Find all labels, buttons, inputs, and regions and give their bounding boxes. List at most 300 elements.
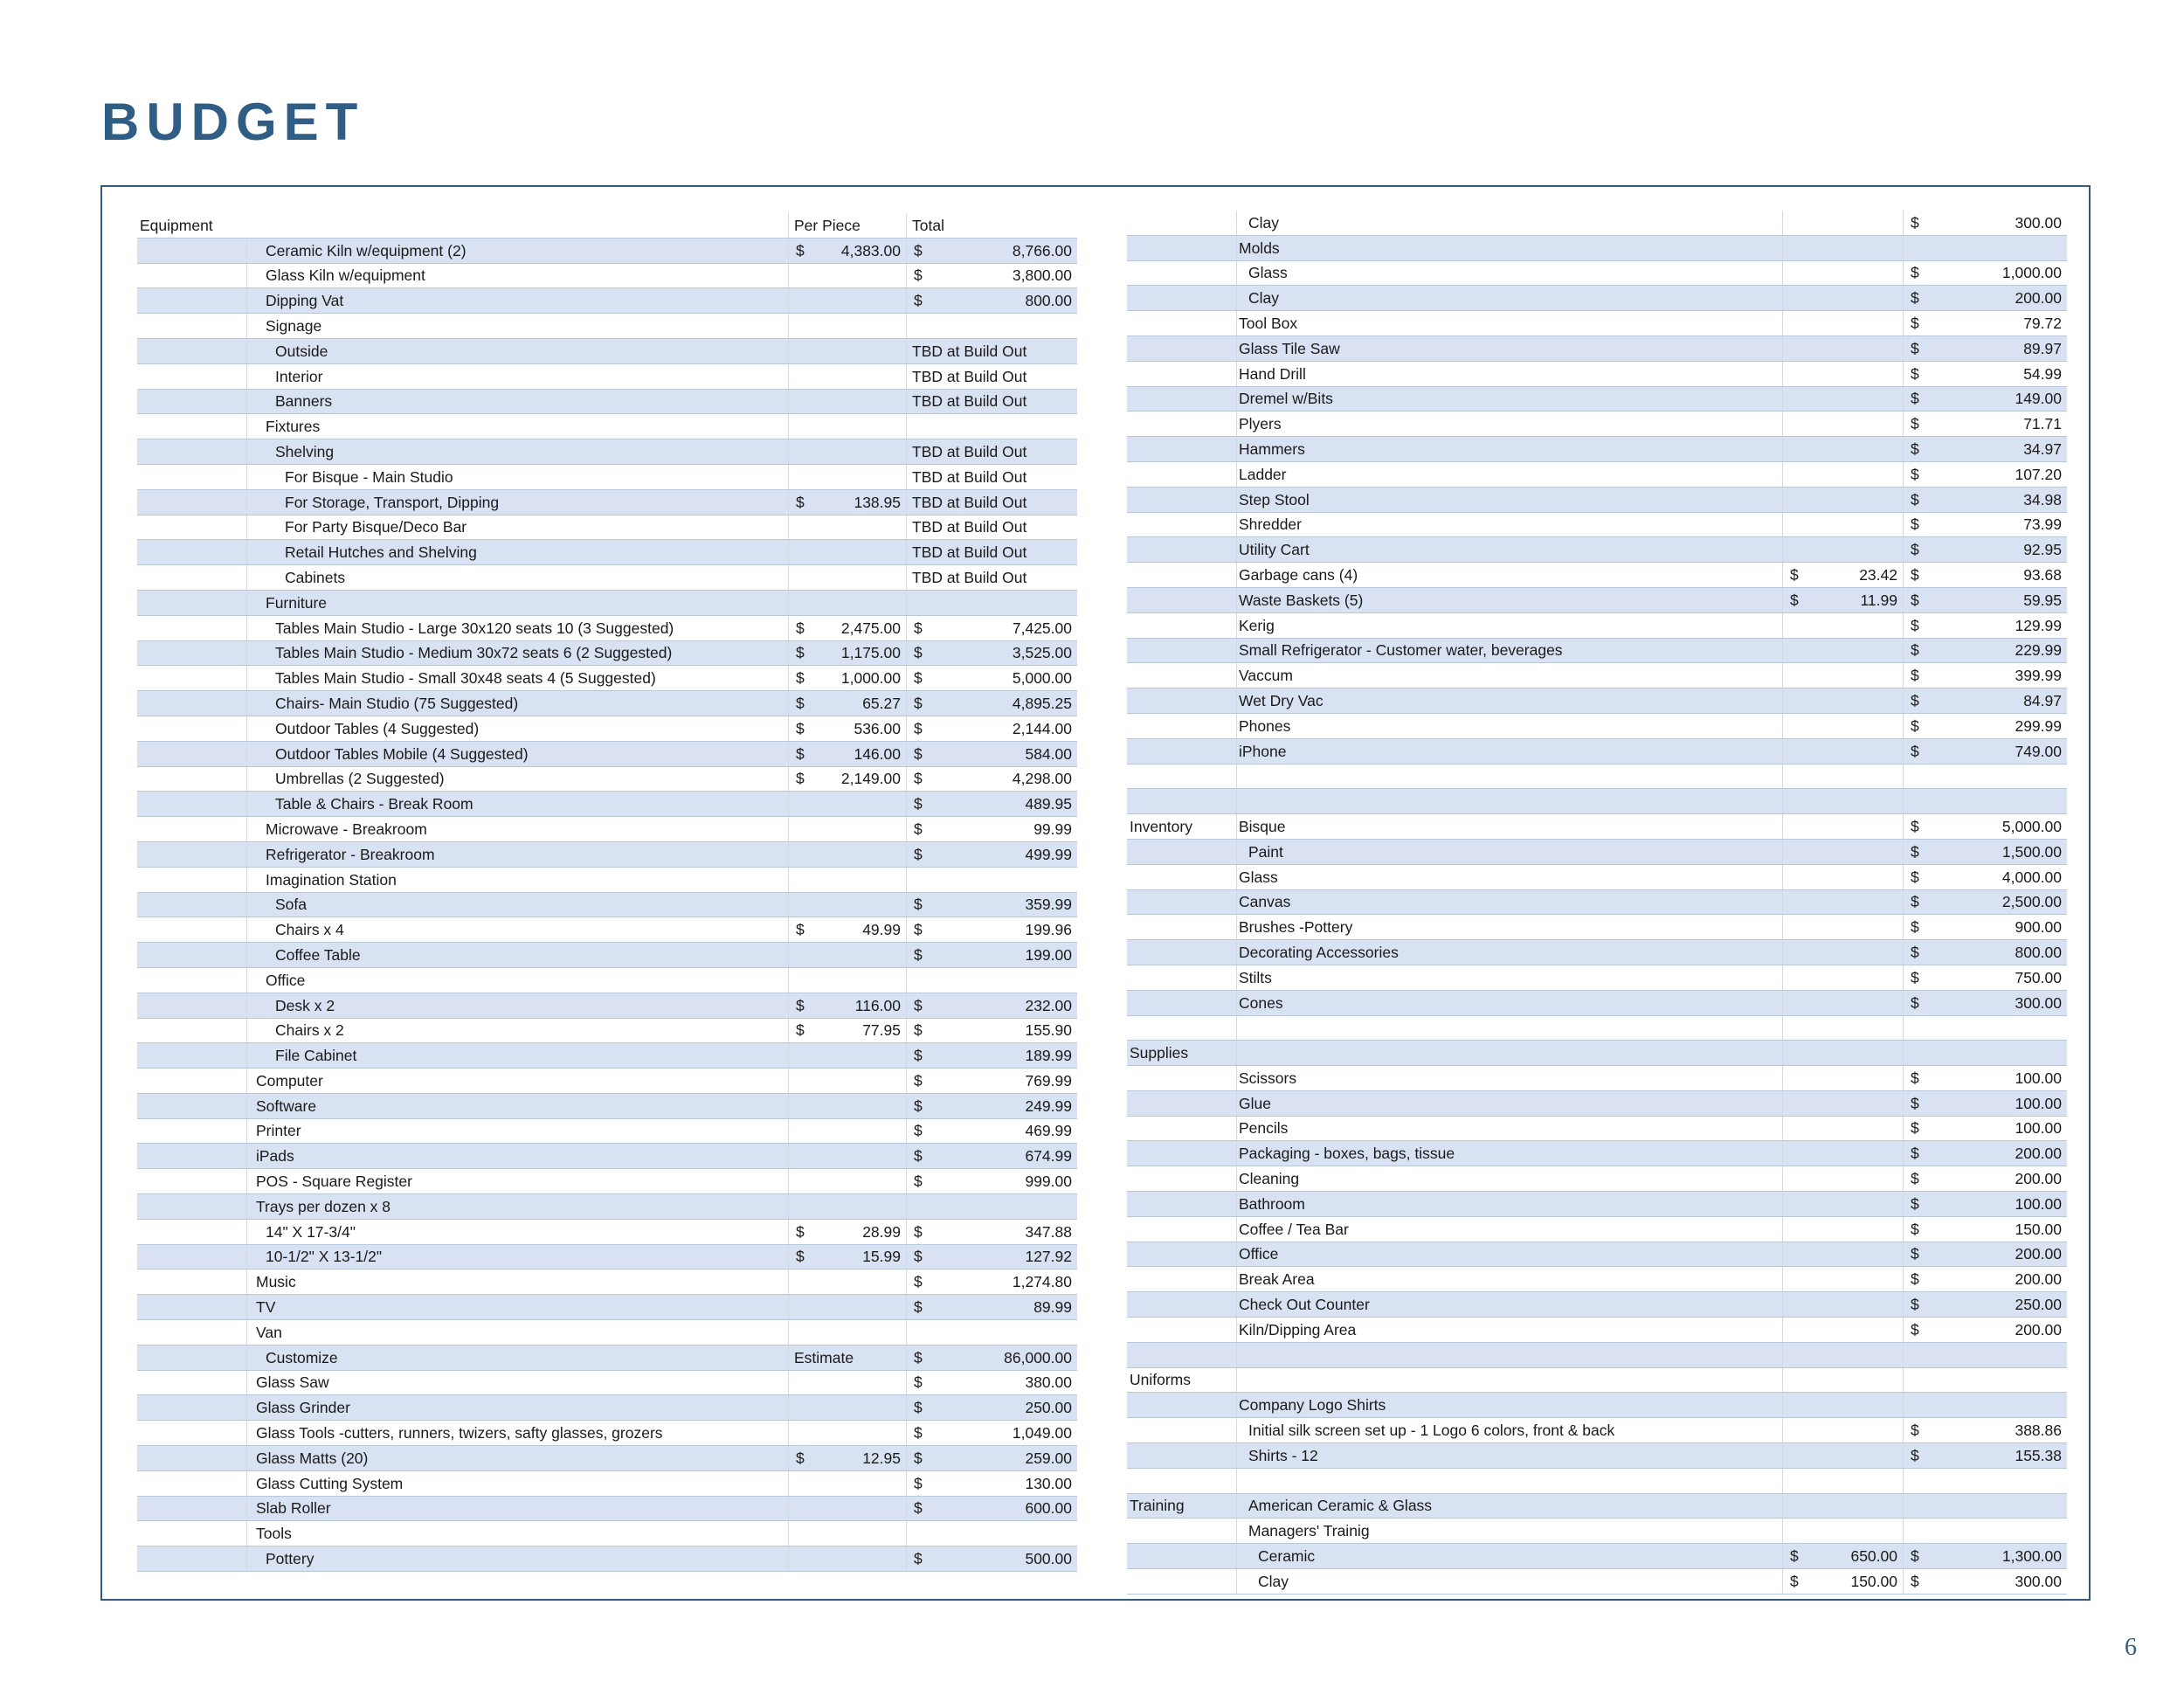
amount-value: 100.00 <box>2015 1094 2062 1112</box>
total-cell <box>906 817 1077 841</box>
dollar-sign: $ <box>914 241 923 259</box>
amount-value: 100.00 <box>2015 1194 2062 1213</box>
per-piece-cell <box>1782 789 1903 813</box>
total-cell <box>906 1471 1077 1496</box>
per-piece-cell <box>788 1421 906 1445</box>
total-cell <box>1903 1091 2067 1116</box>
category-cell <box>1127 1443 1236 1468</box>
item-label-cell: iPads <box>246 1144 788 1168</box>
dollar-sign: $ <box>1911 742 1919 760</box>
dollar-sign: $ <box>1911 1296 1919 1314</box>
item-label-cell: Chairs- Main Studio (75 Suggested) <box>246 691 788 716</box>
total-cell <box>1903 1192 2067 1216</box>
amount-value: 59.95 <box>2023 591 2062 609</box>
total-cell <box>1903 1166 2067 1191</box>
category-cell <box>137 390 246 414</box>
dollar-sign: $ <box>1911 641 1919 660</box>
dollar-sign: $ <box>1911 1547 1919 1566</box>
total-cell <box>906 1169 1077 1193</box>
amount-value: 249.99 <box>1025 1097 1072 1115</box>
item-label-cell: Van <box>246 1320 788 1345</box>
total-cell <box>906 1395 1077 1420</box>
total-cell <box>1903 1393 2067 1417</box>
per-piece-cell <box>788 1043 906 1068</box>
category-cell <box>1127 1242 1236 1267</box>
dollar-sign: $ <box>1911 893 1919 911</box>
total-cell <box>1903 639 2067 663</box>
amount-value: 127.92 <box>1025 1248 1072 1266</box>
per-piece-cell <box>1782 1091 1903 1116</box>
category-cell <box>1127 1393 1236 1417</box>
item-label-cell: Glass Grinder <box>246 1395 788 1420</box>
dollar-sign: $ <box>1911 314 1919 332</box>
amount-value: 54.99 <box>2023 364 2062 383</box>
dollar-sign: $ <box>914 1373 923 1392</box>
table-row <box>137 1269 1077 1295</box>
item-label-cell: Refrigerator - Breakroom <box>246 842 788 867</box>
item-label-cell: Glass Matts (20) <box>246 1446 788 1470</box>
dollar-sign: $ <box>1911 415 1919 433</box>
amount-value: 999.00 <box>1025 1173 1072 1191</box>
table-row <box>1127 1091 2067 1117</box>
category-cell <box>137 917 246 942</box>
table-row <box>1127 1519 2067 1544</box>
per-piece-cell <box>788 666 906 690</box>
total-cell <box>1903 1318 2067 1342</box>
table-row <box>137 1043 1077 1069</box>
amount-value: 600.00 <box>1025 1499 1072 1518</box>
category-cell <box>137 842 246 867</box>
amount-value: 89.97 <box>2023 339 2062 357</box>
total-cell <box>1903 814 2067 839</box>
total-cell <box>1903 1066 2067 1090</box>
item-label-cell: Fixtures <box>246 414 788 439</box>
total-cell <box>1903 714 2067 738</box>
table-row <box>137 917 1077 943</box>
amount-value: 200.00 <box>2015 1270 2062 1289</box>
total-cell <box>1903 1141 2067 1166</box>
table-row <box>1127 688 2067 714</box>
total-cell <box>906 591 1077 615</box>
per-piece-cell <box>1782 261 1903 286</box>
table-row <box>1127 1166 2067 1192</box>
table-row <box>1127 991 2067 1016</box>
per-piece-cell <box>788 1069 906 1093</box>
table-row <box>137 1497 1077 1522</box>
per-piece-cell <box>1782 1393 1903 1417</box>
category-cell <box>1127 362 1236 386</box>
category-cell <box>137 540 246 564</box>
category-cell <box>1127 1267 1236 1291</box>
category-cell <box>137 264 246 288</box>
item-label-cell: Plyers <box>1236 412 1782 436</box>
item-label-cell: Phones <box>1236 714 1782 738</box>
amount-value: 200.00 <box>2015 1170 2062 1188</box>
category-cell: Supplies <box>1130 1044 1189 1062</box>
per-piece-cell <box>1782 991 1903 1015</box>
table-row <box>1127 311 2067 336</box>
table-row <box>1127 563 2067 588</box>
amount-value: 150.00 <box>1850 1572 1897 1590</box>
amount-value: 89.99 <box>1033 1298 1072 1317</box>
dollar-sign: $ <box>1911 1145 1919 1163</box>
amount-value: 347.88 <box>1025 1222 1072 1241</box>
dollar-sign: $ <box>1911 1446 1919 1464</box>
table-row <box>137 1194 1077 1220</box>
total-cell <box>906 1269 1077 1294</box>
item-label-cell: Garbage cans (4) <box>1236 563 1782 587</box>
per-piece-cell <box>1782 688 1903 713</box>
per-piece-cell <box>788 1019 906 1043</box>
item-label-cell: Check Out Counter <box>1236 1292 1782 1317</box>
total-cell <box>1903 789 2067 813</box>
dollar-sign: $ <box>914 921 923 939</box>
amount-value: 489.95 <box>1025 795 1072 813</box>
category-cell <box>1127 764 1236 789</box>
amount-value: 232.00 <box>1025 996 1072 1014</box>
item-label-cell: Ceramic <box>1236 1544 1782 1568</box>
dollar-sign: $ <box>1911 691 1919 709</box>
amount-value: 2,149.00 <box>840 770 901 788</box>
dollar-sign: $ <box>796 241 805 259</box>
per-piece-cell <box>788 1144 906 1168</box>
category-cell <box>137 1521 246 1546</box>
amount-value: 189.99 <box>1025 1047 1072 1065</box>
category-cell <box>137 1245 246 1269</box>
total-cell <box>906 666 1077 690</box>
dollar-sign: $ <box>914 896 923 914</box>
item-label-cell: Hand Drill <box>1236 362 1782 386</box>
table-row <box>137 691 1077 716</box>
dollar-sign: $ <box>1911 565 1919 584</box>
item-label-cell: Trays per dozen x 8 <box>246 1194 788 1219</box>
category-cell <box>137 767 246 792</box>
table-header-row <box>137 213 1077 239</box>
category-cell <box>1127 890 1236 915</box>
dollar-sign: $ <box>1911 1170 1919 1188</box>
category-cell <box>1127 588 1236 612</box>
category-cell: Uniforms <box>1130 1371 1192 1389</box>
total-cell <box>906 1144 1077 1168</box>
dollar-sign: $ <box>914 1499 923 1518</box>
category-cell <box>137 1194 246 1219</box>
amount-value: 3,800.00 <box>1012 266 1072 285</box>
amount-value: 129.99 <box>2015 616 2062 634</box>
amount-value: 100.00 <box>2015 1119 2062 1138</box>
total-cell <box>1903 991 2067 1015</box>
item-label-cell: Tools <box>246 1521 788 1546</box>
total-cell: TBD at Build Out <box>906 565 1077 590</box>
item-label-cell <box>1236 1016 1782 1041</box>
table-row <box>137 993 1077 1019</box>
table-row <box>1127 211 2067 236</box>
category-cell <box>137 1043 246 1068</box>
amount-value: 769.99 <box>1025 1071 1072 1090</box>
dollar-sign: $ <box>796 1449 805 1467</box>
total-cell <box>906 1069 1077 1093</box>
total-cell <box>906 691 1077 716</box>
item-label-cell: Pottery <box>246 1546 788 1571</box>
per-piece-cell <box>1782 639 1903 663</box>
category-cell: Inventory <box>1130 817 1192 835</box>
category-cell <box>137 1471 246 1496</box>
category-cell <box>137 742 246 766</box>
item-label-cell: Outdoor Tables (4 Suggested) <box>246 716 788 741</box>
dollar-sign: $ <box>914 744 923 763</box>
amount-value: 1,500.00 <box>2001 842 2062 861</box>
item-label-cell: TV <box>246 1295 788 1319</box>
total-cell <box>1903 1569 2067 1594</box>
per-piece-cell <box>1782 437 1903 461</box>
table-row <box>1127 639 2067 664</box>
total-cell: TBD at Build Out <box>906 465 1077 489</box>
table-row <box>1127 1141 2067 1166</box>
dollar-sign: $ <box>1911 1270 1919 1289</box>
table-row <box>1127 1368 2067 1394</box>
dollar-sign: $ <box>914 845 923 863</box>
dollar-sign: $ <box>796 694 805 712</box>
category-cell <box>137 414 246 439</box>
category-cell <box>1127 1292 1236 1317</box>
per-piece-cell <box>788 716 906 741</box>
item-label-cell: 14" X 17-3/4" <box>246 1220 788 1244</box>
per-piece-cell <box>788 1395 906 1420</box>
per-piece-cell <box>788 1295 906 1319</box>
dollar-sign: $ <box>1911 1194 1919 1213</box>
total-cell <box>1903 286 2067 310</box>
dollar-sign: $ <box>1911 213 1919 232</box>
category-cell <box>137 1546 246 1571</box>
amount-value: 749.00 <box>2015 742 2062 760</box>
category-cell <box>1127 261 1236 286</box>
per-piece-cell <box>788 339 906 363</box>
total-cell <box>906 1546 1077 1571</box>
category-cell <box>1127 236 1236 260</box>
amount-value: 469.99 <box>1025 1122 1072 1140</box>
item-label-cell: For Bisque - Main Studio <box>246 465 788 489</box>
category-cell: Training <box>1130 1497 1185 1515</box>
amount-value: 399.99 <box>2015 667 2062 685</box>
per-piece-cell <box>1782 462 1903 487</box>
amount-value: 7,425.00 <box>1012 619 1072 637</box>
table-row <box>1127 537 2067 563</box>
item-label-cell: Hammers <box>1236 437 1782 461</box>
total-cell: TBD at Build Out <box>906 339 1077 363</box>
item-label-cell <box>1236 764 1782 789</box>
dollar-sign: $ <box>1911 1320 1919 1339</box>
table-row <box>137 792 1077 817</box>
table-row <box>1127 362 2067 387</box>
total-cell: TBD at Build Out <box>906 364 1077 389</box>
category-cell <box>1127 714 1236 738</box>
amount-value: 79.72 <box>2023 314 2062 332</box>
table-row <box>137 288 1077 314</box>
dollar-sign: $ <box>1911 1069 1919 1087</box>
total-cell <box>1903 1242 2067 1267</box>
per-piece-cell <box>788 868 906 892</box>
item-label-cell: American Ceramic & Glass <box>1236 1494 1782 1519</box>
per-piece-cell <box>788 1497 906 1521</box>
per-piece-cell <box>788 1245 906 1269</box>
dollar-sign: $ <box>1911 968 1919 986</box>
category-cell <box>137 364 246 389</box>
amount-value: 92.95 <box>2023 541 2062 559</box>
category-cell <box>1127 211 1236 235</box>
item-label-cell: Printer <box>246 1119 788 1144</box>
item-label-cell: Customize <box>246 1346 788 1370</box>
table-row <box>137 490 1077 515</box>
category-cell <box>1127 789 1236 813</box>
per-piece-cell <box>1782 840 1903 864</box>
amount-value: 65.27 <box>862 694 901 712</box>
category-cell <box>137 1169 246 1193</box>
table-row <box>137 439 1077 465</box>
item-label-cell: Cabinets <box>246 565 788 590</box>
total-cell: TBD at Build Out <box>906 540 1077 564</box>
dollar-sign: $ <box>796 921 805 939</box>
per-piece-cell <box>788 390 906 414</box>
per-piece-cell <box>1782 714 1903 738</box>
category-cell <box>137 1295 246 1319</box>
category-cell <box>137 716 246 741</box>
item-label-cell: Tables Main Studio - Large 30x120 seats 10 (3 Suggested) <box>246 616 788 640</box>
total-cell <box>1903 1368 2067 1393</box>
category-cell <box>1127 1141 1236 1166</box>
amount-value: 359.99 <box>1025 896 1072 914</box>
category-cell <box>1127 488 1236 512</box>
item-label-cell <box>1236 1041 1782 1065</box>
category-cell <box>137 868 246 892</box>
table-row <box>1127 1267 2067 1292</box>
item-label-cell: File Cabinet <box>246 1043 788 1068</box>
per-piece-cell <box>1782 1519 1903 1543</box>
item-label-cell: Ceramic Kiln w/equipment (2) <box>246 239 788 263</box>
total-cell <box>906 1245 1077 1269</box>
table-row <box>1127 865 2067 890</box>
dollar-sign: $ <box>796 619 805 637</box>
category-cell <box>137 1346 246 1370</box>
dollar-sign: $ <box>914 1550 923 1568</box>
item-label-cell: Brushes -Pottery <box>1236 915 1782 939</box>
table-row <box>1127 1192 2067 1217</box>
table-row <box>137 515 1077 541</box>
dollar-sign: $ <box>796 719 805 737</box>
amount-value: 299.99 <box>2015 716 2062 735</box>
dollar-sign: $ <box>1790 591 1799 609</box>
total-cell <box>1903 613 2067 638</box>
total-cell <box>1903 437 2067 461</box>
category-cell <box>1127 915 1236 939</box>
per-piece-cell <box>788 817 906 841</box>
per-piece-cell: Estimate <box>788 1346 906 1370</box>
table-row <box>137 767 1077 792</box>
dollar-sign: $ <box>1911 1094 1919 1112</box>
category-cell <box>1127 1066 1236 1090</box>
amount-value: 155.90 <box>1025 1021 1072 1040</box>
dollar-sign: $ <box>1911 943 1919 961</box>
total-cell <box>906 641 1077 666</box>
per-piece-cell <box>788 742 906 766</box>
equipment-column <box>137 213 1077 1572</box>
item-label-cell: Shredder <box>1236 513 1782 537</box>
table-row <box>137 616 1077 641</box>
dollar-sign: $ <box>914 795 923 813</box>
table-row <box>137 1471 1077 1497</box>
per-piece-cell <box>1782 1418 1903 1442</box>
dollar-sign: $ <box>1911 339 1919 357</box>
item-label-cell: Wet Dry Vac <box>1236 688 1782 713</box>
table-row <box>1127 488 2067 513</box>
table-row <box>137 390 1077 415</box>
table-row <box>1127 462 2067 488</box>
per-piece-cell <box>1782 563 1903 587</box>
table-row <box>1127 412 2067 437</box>
dollar-sign: $ <box>914 1273 923 1291</box>
item-label-cell: Signage <box>246 314 788 338</box>
per-piece-cell <box>1782 1217 1903 1242</box>
category-cell <box>137 1371 246 1395</box>
per-piece-cell <box>1782 1368 1903 1393</box>
per-piece-cell <box>788 1546 906 1571</box>
dollar-sign: $ <box>796 493 805 511</box>
item-label-cell: Clay <box>1236 286 1782 310</box>
dollar-sign: $ <box>796 1222 805 1241</box>
amount-value: 71.71 <box>2023 415 2062 433</box>
item-label-cell: Umbrellas (2 Suggested) <box>246 767 788 792</box>
table-row <box>1127 1443 2067 1469</box>
per-piece-cell <box>1782 311 1903 336</box>
total-cell <box>1903 537 2067 562</box>
table-row <box>1127 336 2067 362</box>
item-label-cell: Glass <box>1236 865 1782 889</box>
amount-value: 1,000.00 <box>840 669 901 688</box>
total-cell: TBD at Build Out <box>906 515 1077 540</box>
category-cell <box>137 641 246 666</box>
item-label-cell: Table & Chairs - Break Room <box>246 792 788 816</box>
category-cell <box>137 616 246 640</box>
table-row <box>1127 890 2067 916</box>
item-label-cell: Decorating Accessories <box>1236 940 1782 965</box>
header-total: Total <box>906 213 1077 238</box>
per-piece-cell <box>1782 412 1903 436</box>
total-cell <box>1903 412 2067 436</box>
per-piece-cell <box>788 1269 906 1294</box>
per-piece-cell <box>1782 1569 1903 1594</box>
table-row <box>137 1346 1077 1371</box>
amount-value: 2,475.00 <box>840 619 901 637</box>
category-cell <box>137 565 246 590</box>
per-piece-cell <box>788 540 906 564</box>
per-piece-cell <box>1782 362 1903 386</box>
item-label-cell: Office <box>1236 1242 1782 1267</box>
total-cell <box>906 1194 1077 1219</box>
amount-value: 1,175.00 <box>840 644 901 662</box>
per-piece-cell <box>1782 890 1903 915</box>
item-label-cell: Cleaning <box>1236 1166 1782 1191</box>
total-cell <box>1903 865 2067 889</box>
page-number: 6 <box>2125 1634 2137 1661</box>
total-cell <box>1903 1343 2067 1367</box>
per-piece-cell <box>788 893 906 917</box>
item-label-cell: Desk x 2 <box>246 993 788 1018</box>
item-label-cell: Office <box>246 968 788 993</box>
per-piece-cell <box>1782 1318 1903 1342</box>
amount-value: 93.68 <box>2023 565 2062 584</box>
per-piece-cell <box>1782 965 1903 990</box>
table-row <box>1127 1569 2067 1595</box>
table-row <box>137 1245 1077 1270</box>
table-row <box>1127 1393 2067 1418</box>
